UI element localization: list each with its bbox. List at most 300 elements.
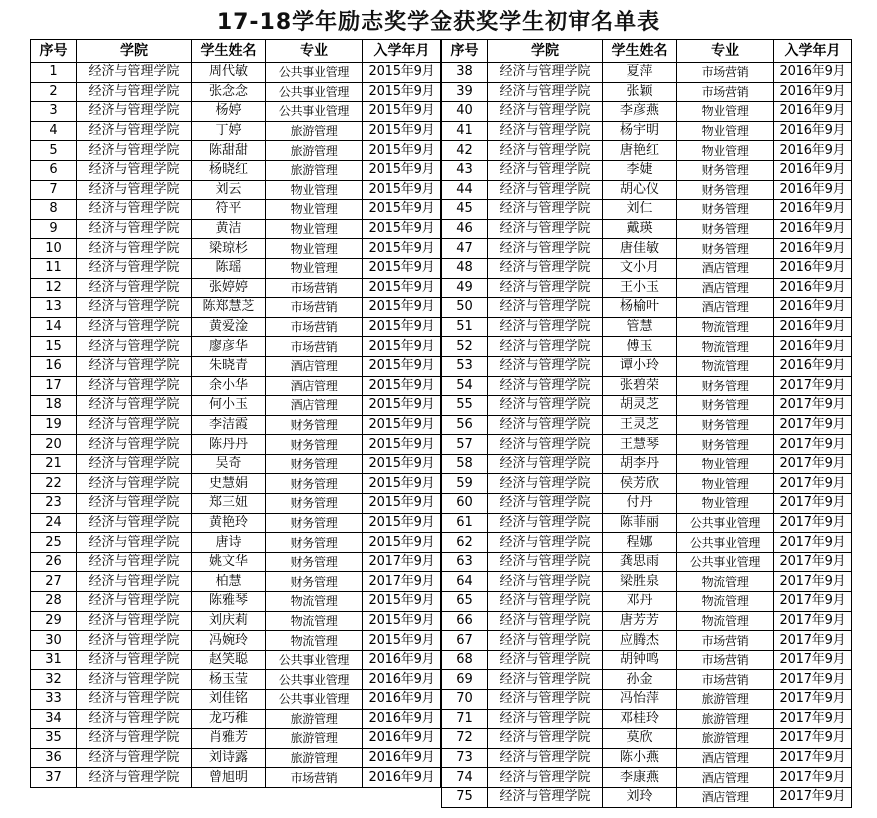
cell-major: 财务管理 xyxy=(266,533,363,553)
cell-seq: 55 xyxy=(442,396,488,416)
cell-major: 旅游管理 xyxy=(677,709,774,729)
cell-major: 物业管理 xyxy=(266,200,363,220)
cell-major: 物流管理 xyxy=(266,611,363,631)
cell-enroll-date: 2015年9月 xyxy=(363,631,441,651)
cell-seq: 14 xyxy=(31,317,77,337)
cell-college: 经济与管理学院 xyxy=(488,317,603,337)
table-row xyxy=(442,121,852,141)
table-row xyxy=(31,160,441,180)
cell-major: 财务管理 xyxy=(677,376,774,396)
cell-college: 经济与管理学院 xyxy=(77,63,192,83)
cell-enroll-date: 2017年9月 xyxy=(774,650,852,670)
table-row xyxy=(442,180,852,200)
cell-college: 经济与管理学院 xyxy=(77,219,192,239)
cell-seq: 20 xyxy=(31,435,77,455)
cell-major: 财务管理 xyxy=(677,200,774,220)
table-row xyxy=(31,356,441,376)
cell-seq: 5 xyxy=(31,141,77,161)
cell-enroll-date: 2015年9月 xyxy=(363,611,441,631)
cell-major: 物流管理 xyxy=(677,572,774,592)
cell-college: 经济与管理学院 xyxy=(77,415,192,435)
cell-major: 市场营销 xyxy=(266,768,363,788)
cell-student-name: 刘云 xyxy=(192,180,266,200)
cell-enroll-date: 2016年9月 xyxy=(774,63,852,83)
cell-student-name: 邓桂玲 xyxy=(603,709,677,729)
cell-seq: 73 xyxy=(442,748,488,768)
cell-seq: 4 xyxy=(31,121,77,141)
cell-college: 经济与管理学院 xyxy=(488,278,603,298)
cell-enroll-date: 2015年9月 xyxy=(363,513,441,533)
cell-seq: 45 xyxy=(442,200,488,220)
cell-seq: 72 xyxy=(442,729,488,749)
table-row xyxy=(31,317,441,337)
cell-student-name: 丁婷 xyxy=(192,121,266,141)
cell-seq: 13 xyxy=(31,298,77,318)
cell-seq: 65 xyxy=(442,592,488,612)
cell-college: 经济与管理学院 xyxy=(488,82,603,102)
roster-sheet xyxy=(30,39,852,808)
cell-student-name: 文小月 xyxy=(603,258,677,278)
cell-college: 经济与管理学院 xyxy=(488,709,603,729)
cell-college: 经济与管理学院 xyxy=(488,239,603,259)
table-row xyxy=(442,513,852,533)
cell-seq: 46 xyxy=(442,219,488,239)
cell-enroll-date: 2015年9月 xyxy=(363,239,441,259)
cell-seq: 22 xyxy=(31,474,77,494)
cell-enroll-date: 2016年9月 xyxy=(363,748,441,768)
cell-student-name: 朱晓青 xyxy=(192,356,266,376)
cell-student-name: 胡李丹 xyxy=(603,454,677,474)
cell-student-name: 唐诗 xyxy=(192,533,266,553)
table-row xyxy=(442,787,852,807)
cell-major: 财务管理 xyxy=(266,513,363,533)
cell-student-name: 张婷婷 xyxy=(192,278,266,298)
cell-major: 物业管理 xyxy=(677,102,774,122)
cell-college: 经济与管理学院 xyxy=(488,748,603,768)
cell-major: 物流管理 xyxy=(677,337,774,357)
cell-college: 经济与管理学院 xyxy=(77,200,192,220)
cell-college: 经济与管理学院 xyxy=(77,552,192,572)
cell-major: 物业管理 xyxy=(677,121,774,141)
cell-seq: 24 xyxy=(31,513,77,533)
cell-enroll-date: 2015年9月 xyxy=(363,63,441,83)
cell-student-name: 王小玉 xyxy=(603,278,677,298)
cell-seq: 69 xyxy=(442,670,488,690)
cell-seq: 7 xyxy=(31,180,77,200)
cell-major: 财务管理 xyxy=(677,435,774,455)
cell-college: 经济与管理学院 xyxy=(488,337,603,357)
header-college: 学院 xyxy=(77,40,192,63)
cell-seq: 21 xyxy=(31,454,77,474)
cell-enroll-date: 2017年9月 xyxy=(774,454,852,474)
cell-major: 财务管理 xyxy=(677,415,774,435)
table-row xyxy=(442,454,852,474)
cell-major: 物业管理 xyxy=(266,258,363,278)
cell-student-name: 刘玲 xyxy=(603,787,677,807)
cell-enroll-date: 2015年9月 xyxy=(363,258,441,278)
cell-seq: 30 xyxy=(31,631,77,651)
cell-enroll-date: 2015年9月 xyxy=(363,435,441,455)
roster-table-left xyxy=(30,39,441,788)
cell-enroll-date: 2016年9月 xyxy=(774,102,852,122)
cell-student-name: 陈瑶 xyxy=(192,258,266,278)
table-row xyxy=(442,396,852,416)
cell-seq: 35 xyxy=(31,729,77,749)
cell-major: 物流管理 xyxy=(677,317,774,337)
table-row xyxy=(31,180,441,200)
cell-enroll-date: 2017年9月 xyxy=(774,729,852,749)
header-college: 学院 xyxy=(488,40,603,63)
cell-seq: 34 xyxy=(31,709,77,729)
cell-enroll-date: 2016年9月 xyxy=(774,141,852,161)
cell-seq: 27 xyxy=(31,572,77,592)
table-row xyxy=(31,63,441,83)
cell-student-name: 杨婷 xyxy=(192,102,266,122)
cell-student-name: 杨榆叶 xyxy=(603,298,677,318)
cell-enroll-date: 2017年9月 xyxy=(774,787,852,807)
table-row xyxy=(442,611,852,631)
cell-student-name: 张颖 xyxy=(603,82,677,102)
cell-college: 经济与管理学院 xyxy=(488,160,603,180)
cell-student-name: 陈丹丹 xyxy=(192,435,266,455)
cell-student-name: 冯怡萍 xyxy=(603,690,677,710)
cell-student-name: 柏慧 xyxy=(192,572,266,592)
cell-college: 经济与管理学院 xyxy=(77,376,192,396)
cell-college: 经济与管理学院 xyxy=(488,552,603,572)
cell-major: 旅游管理 xyxy=(266,141,363,161)
cell-seq: 61 xyxy=(442,513,488,533)
cell-major: 酒店管理 xyxy=(677,258,774,278)
cell-seq: 66 xyxy=(442,611,488,631)
cell-major: 物业管理 xyxy=(677,494,774,514)
cell-student-name: 刘佳铭 xyxy=(192,690,266,710)
cell-college: 经济与管理学院 xyxy=(488,102,603,122)
cell-enroll-date: 2017年9月 xyxy=(774,474,852,494)
table-row xyxy=(442,650,852,670)
cell-enroll-date: 2016年9月 xyxy=(363,670,441,690)
cell-seq: 8 xyxy=(31,200,77,220)
cell-student-name: 杨宇明 xyxy=(603,121,677,141)
cell-major: 旅游管理 xyxy=(677,729,774,749)
cell-college: 经济与管理学院 xyxy=(77,611,192,631)
cell-enroll-date: 2015年9月 xyxy=(363,337,441,357)
cell-major: 物流管理 xyxy=(266,631,363,651)
cell-enroll-date: 2015年9月 xyxy=(363,298,441,318)
cell-enroll-date: 2015年9月 xyxy=(363,592,441,612)
table-row xyxy=(442,141,852,161)
cell-college: 经济与管理学院 xyxy=(77,82,192,102)
cell-student-name: 黄洁 xyxy=(192,219,266,239)
cell-student-name: 吴奇 xyxy=(192,454,266,474)
cell-seq: 17 xyxy=(31,376,77,396)
cell-college: 经济与管理学院 xyxy=(77,121,192,141)
cell-enroll-date: 2017年9月 xyxy=(774,631,852,651)
cell-major: 公共事业管理 xyxy=(266,102,363,122)
cell-major: 市场营销 xyxy=(677,63,774,83)
table-row xyxy=(442,239,852,259)
cell-student-name: 郑三妞 xyxy=(192,494,266,514)
cell-major: 公共事业管理 xyxy=(266,670,363,690)
cell-college: 经济与管理学院 xyxy=(488,298,603,318)
table-row xyxy=(31,376,441,396)
cell-student-name: 符平 xyxy=(192,200,266,220)
cell-student-name: 梁琼杉 xyxy=(192,239,266,259)
table-row xyxy=(31,82,441,102)
cell-student-name: 夏萍 xyxy=(603,63,677,83)
cell-enroll-date: 2016年9月 xyxy=(774,317,852,337)
cell-enroll-date: 2016年9月 xyxy=(774,258,852,278)
table-row xyxy=(442,435,852,455)
cell-major: 财务管理 xyxy=(266,435,363,455)
cell-seq: 16 xyxy=(31,356,77,376)
cell-college: 经济与管理学院 xyxy=(488,258,603,278)
table-row xyxy=(31,200,441,220)
cell-major: 公共事业管理 xyxy=(677,552,774,572)
cell-student-name: 唐艳红 xyxy=(603,141,677,161)
table-row xyxy=(31,729,441,749)
cell-student-name: 胡钟鸣 xyxy=(603,650,677,670)
table-row xyxy=(442,552,852,572)
cell-college: 经济与管理学院 xyxy=(488,650,603,670)
cell-enroll-date: 2017年9月 xyxy=(774,513,852,533)
table-row xyxy=(442,474,852,494)
cell-enroll-date: 2017年9月 xyxy=(774,592,852,612)
table-row xyxy=(31,533,441,553)
cell-enroll-date: 2016年9月 xyxy=(774,239,852,259)
table-row xyxy=(31,121,441,141)
cell-student-name: 胡灵芝 xyxy=(603,396,677,416)
header-student-name: 学生姓名 xyxy=(603,40,677,63)
cell-student-name: 赵笑聪 xyxy=(192,650,266,670)
cell-student-name: 陈甜甜 xyxy=(192,141,266,161)
table-row xyxy=(31,474,441,494)
cell-major: 财务管理 xyxy=(266,494,363,514)
cell-college: 经济与管理学院 xyxy=(77,239,192,259)
cell-major: 旅游管理 xyxy=(266,121,363,141)
cell-seq: 44 xyxy=(442,180,488,200)
cell-enroll-date: 2015年9月 xyxy=(363,396,441,416)
cell-student-name: 梁胜泉 xyxy=(603,572,677,592)
table-row xyxy=(442,729,852,749)
cell-enroll-date: 2016年9月 xyxy=(774,337,852,357)
cell-student-name: 刘仁 xyxy=(603,200,677,220)
cell-major: 酒店管理 xyxy=(677,748,774,768)
cell-enroll-date: 2016年9月 xyxy=(363,729,441,749)
table-row xyxy=(31,102,441,122)
cell-student-name: 李洁霞 xyxy=(192,415,266,435)
cell-seq: 56 xyxy=(442,415,488,435)
cell-college: 经济与管理学院 xyxy=(488,768,603,788)
table-row xyxy=(442,278,852,298)
cell-enroll-date: 2017年9月 xyxy=(774,396,852,416)
cell-student-name: 陈菲丽 xyxy=(603,513,677,533)
table-row xyxy=(442,709,852,729)
cell-student-name: 应腾杰 xyxy=(603,631,677,651)
cell-college: 经济与管理学院 xyxy=(77,513,192,533)
cell-enroll-date: 2015年9月 xyxy=(363,454,441,474)
table-row xyxy=(442,160,852,180)
cell-college: 经济与管理学院 xyxy=(77,533,192,553)
cell-college: 经济与管理学院 xyxy=(488,454,603,474)
cell-student-name: 李彦燕 xyxy=(603,102,677,122)
cell-college: 经济与管理学院 xyxy=(488,474,603,494)
cell-major: 酒店管理 xyxy=(677,278,774,298)
cell-student-name: 唐佳敏 xyxy=(603,239,677,259)
cell-major: 市场营销 xyxy=(266,317,363,337)
table-row xyxy=(31,572,441,592)
cell-enroll-date: 2016年9月 xyxy=(774,160,852,180)
cell-college: 经济与管理学院 xyxy=(488,396,603,416)
cell-seq: 19 xyxy=(31,415,77,435)
table-row xyxy=(442,219,852,239)
cell-seq: 40 xyxy=(442,102,488,122)
cell-college: 经济与管理学院 xyxy=(77,435,192,455)
cell-college: 经济与管理学院 xyxy=(488,180,603,200)
table-row xyxy=(31,690,441,710)
cell-college: 经济与管理学院 xyxy=(77,474,192,494)
header-row xyxy=(442,40,852,63)
cell-major: 公共事业管理 xyxy=(266,82,363,102)
cell-major: 财务管理 xyxy=(266,454,363,474)
cell-student-name: 姚文华 xyxy=(192,552,266,572)
cell-college: 经济与管理学院 xyxy=(488,219,603,239)
cell-seq: 75 xyxy=(442,787,488,807)
cell-major: 酒店管理 xyxy=(677,787,774,807)
cell-major: 市场营销 xyxy=(677,670,774,690)
cell-enroll-date: 2017年9月 xyxy=(774,709,852,729)
cell-enroll-date: 2015年9月 xyxy=(363,317,441,337)
cell-major: 财务管理 xyxy=(266,415,363,435)
table-row xyxy=(31,768,441,788)
cell-major: 财务管理 xyxy=(266,474,363,494)
cell-college: 经济与管理学院 xyxy=(77,317,192,337)
cell-major: 公共事业管理 xyxy=(677,533,774,553)
header-major: 专业 xyxy=(677,40,774,63)
cell-college: 经济与管理学院 xyxy=(488,376,603,396)
cell-major: 公共事业管理 xyxy=(266,63,363,83)
cell-college: 经济与管理学院 xyxy=(488,200,603,220)
cell-major: 市场营销 xyxy=(677,82,774,102)
cell-student-name: 史慧娟 xyxy=(192,474,266,494)
cell-college: 经济与管理学院 xyxy=(77,102,192,122)
cell-college: 经济与管理学院 xyxy=(488,690,603,710)
cell-college: 经济与管理学院 xyxy=(77,396,192,416)
cell-enroll-date: 2015年9月 xyxy=(363,278,441,298)
cell-enroll-date: 2016年9月 xyxy=(363,709,441,729)
cell-student-name: 戴瑛 xyxy=(603,219,677,239)
table-row xyxy=(442,748,852,768)
table-row xyxy=(31,494,441,514)
cell-enroll-date: 2015年9月 xyxy=(363,356,441,376)
cell-major: 市场营销 xyxy=(266,298,363,318)
cell-college: 经济与管理学院 xyxy=(488,572,603,592)
cell-enroll-date: 2017年9月 xyxy=(363,572,441,592)
cell-major: 公共事业管理 xyxy=(266,650,363,670)
page-title: 17-18学年励志奖学金获奖学生初审名单表 xyxy=(216,10,661,35)
cell-student-name: 傅玉 xyxy=(603,337,677,357)
cell-student-name: 何小玉 xyxy=(192,396,266,416)
cell-student-name: 龚思雨 xyxy=(603,552,677,572)
cell-major: 物业管理 xyxy=(677,141,774,161)
table-row xyxy=(31,592,441,612)
cell-enroll-date: 2017年9月 xyxy=(774,572,852,592)
cell-college: 经济与管理学院 xyxy=(488,63,603,83)
cell-enroll-date: 2015年9月 xyxy=(363,180,441,200)
cell-college: 经济与管理学院 xyxy=(77,494,192,514)
cell-student-name: 付丹 xyxy=(603,494,677,514)
table-row xyxy=(31,748,441,768)
cell-college: 经济与管理学院 xyxy=(77,729,192,749)
cell-major: 物业管理 xyxy=(677,474,774,494)
table-row xyxy=(442,670,852,690)
cell-major: 物业管理 xyxy=(677,454,774,474)
cell-college: 经济与管理学院 xyxy=(488,611,603,631)
table-row xyxy=(31,239,441,259)
cell-seq: 39 xyxy=(442,82,488,102)
table-row xyxy=(442,572,852,592)
cell-major: 酒店管理 xyxy=(677,768,774,788)
cell-student-name: 管慧 xyxy=(603,317,677,337)
cell-seq: 10 xyxy=(31,239,77,259)
cell-major: 市场营销 xyxy=(266,278,363,298)
cell-seq: 3 xyxy=(31,102,77,122)
cell-college: 经济与管理学院 xyxy=(77,670,192,690)
cell-student-name: 余小华 xyxy=(192,376,266,396)
cell-enroll-date: 2017年9月 xyxy=(774,552,852,572)
roster-table-right xyxy=(441,39,852,808)
table-row xyxy=(442,415,852,435)
cell-seq: 43 xyxy=(442,160,488,180)
table-row xyxy=(442,298,852,318)
cell-student-name: 廖彦华 xyxy=(192,337,266,357)
cell-college: 经济与管理学院 xyxy=(77,690,192,710)
cell-enroll-date: 2016年9月 xyxy=(363,690,441,710)
table-row xyxy=(31,670,441,690)
cell-enroll-date: 2015年9月 xyxy=(363,200,441,220)
cell-college: 经济与管理学院 xyxy=(77,592,192,612)
cell-student-name: 黄艳玲 xyxy=(192,513,266,533)
header-student-name: 学生姓名 xyxy=(192,40,266,63)
cell-seq: 29 xyxy=(31,611,77,631)
cell-college: 经济与管理学院 xyxy=(488,670,603,690)
cell-seq: 33 xyxy=(31,690,77,710)
table-row xyxy=(31,396,441,416)
table-row xyxy=(442,690,852,710)
cell-student-name: 冯婉玲 xyxy=(192,631,266,651)
cell-seq: 70 xyxy=(442,690,488,710)
cell-enroll-date: 2016年9月 xyxy=(774,278,852,298)
table-row xyxy=(442,533,852,553)
cell-enroll-date: 2017年9月 xyxy=(774,494,852,514)
cell-major: 旅游管理 xyxy=(266,160,363,180)
cell-seq: 58 xyxy=(442,454,488,474)
cell-seq: 26 xyxy=(31,552,77,572)
cell-enroll-date: 2017年9月 xyxy=(363,552,441,572)
cell-college: 经济与管理学院 xyxy=(77,141,192,161)
cell-student-name: 胡心仪 xyxy=(603,180,677,200)
cell-student-name: 孙金 xyxy=(603,670,677,690)
table-row xyxy=(442,376,852,396)
cell-major: 公共事业管理 xyxy=(266,690,363,710)
cell-student-name: 谭小玲 xyxy=(603,356,677,376)
header-enroll-date: 入学年月 xyxy=(363,40,441,63)
cell-seq: 36 xyxy=(31,748,77,768)
cell-major: 财务管理 xyxy=(266,572,363,592)
cell-seq: 38 xyxy=(442,63,488,83)
cell-student-name: 李康燕 xyxy=(603,768,677,788)
table-row xyxy=(31,631,441,651)
table-row xyxy=(31,435,441,455)
